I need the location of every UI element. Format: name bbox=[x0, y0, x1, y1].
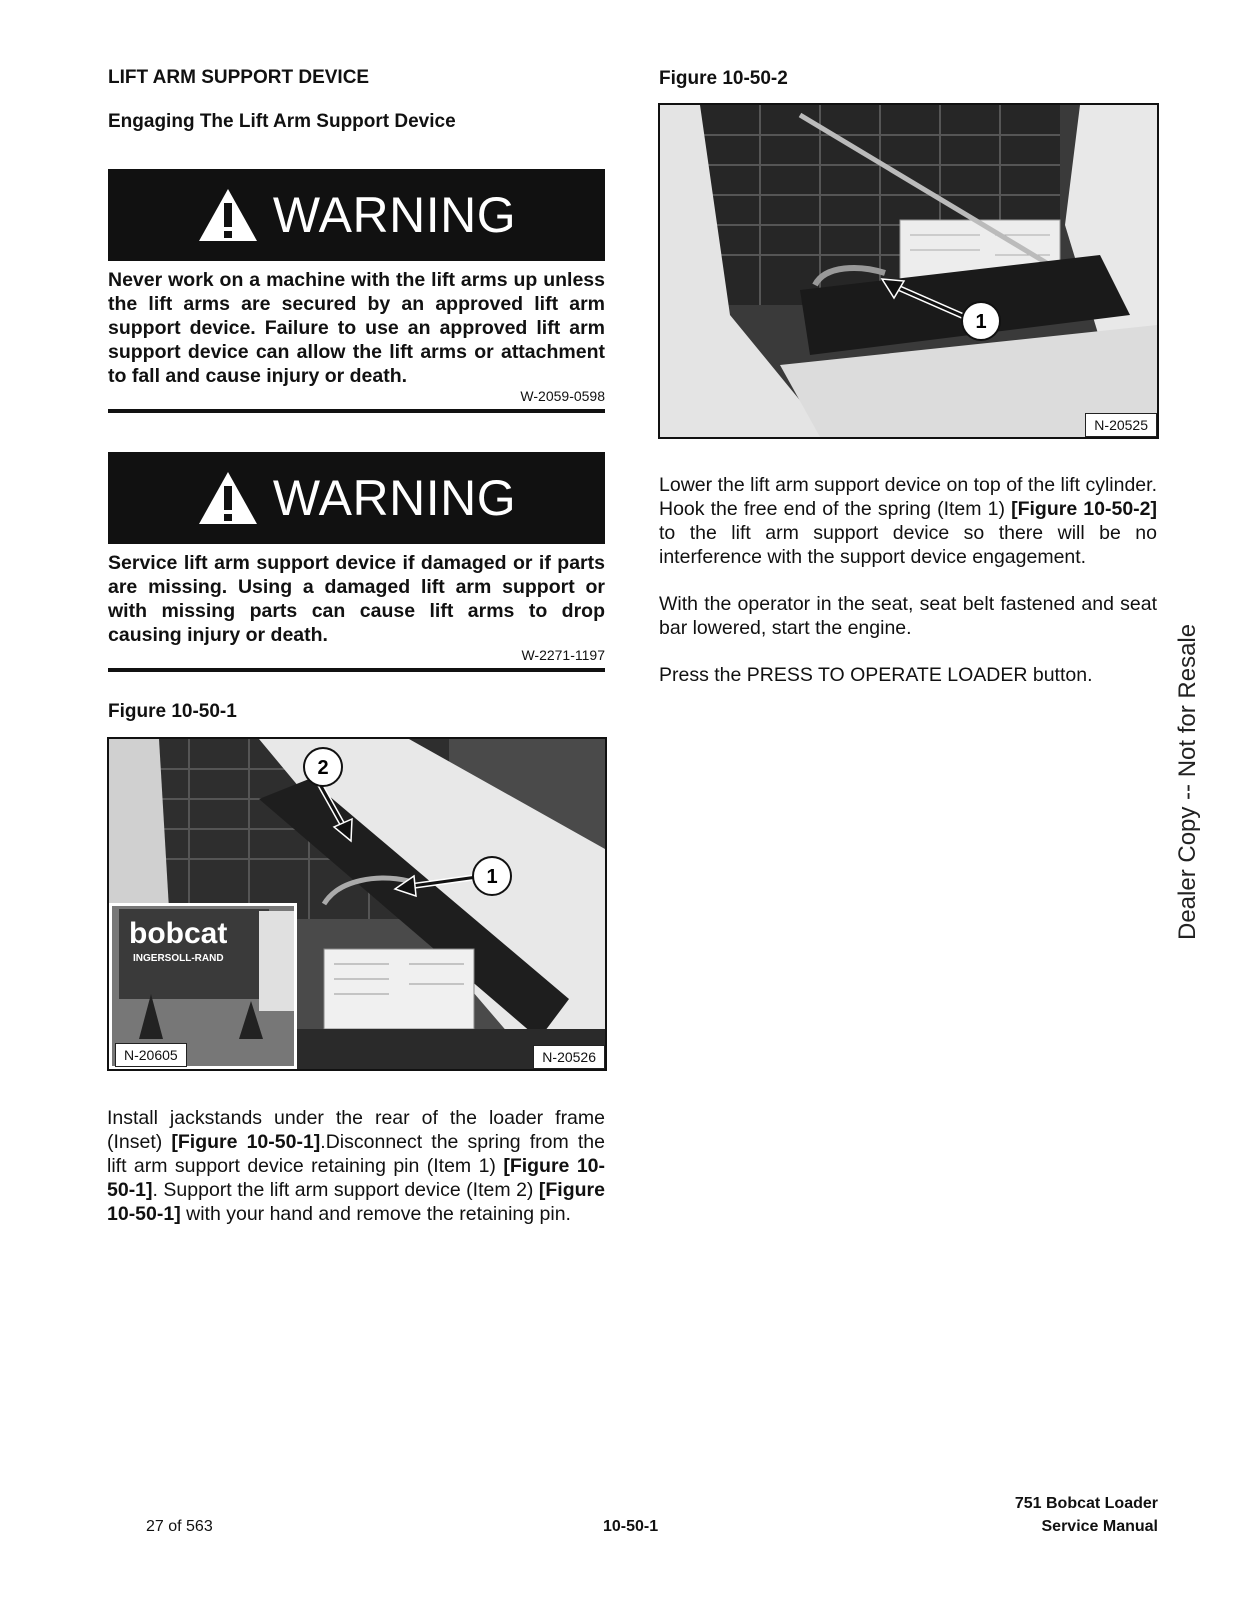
figure-reference: [Figure 10-50-1] bbox=[107, 1155, 605, 1201]
figure-1-inset-tag: N-20605 bbox=[115, 1043, 187, 1067]
warning-triangle-icon bbox=[197, 470, 259, 526]
right-paragraph-3: Press the PRESS TO OPERATE LOADER button. bbox=[659, 664, 1093, 686]
subsection-title: Engaging The Lift Arm Support Device bbox=[108, 111, 456, 132]
figure-1-main-tag: N-20526 bbox=[533, 1045, 605, 1069]
figure-reference: [Figure 10-50-2] bbox=[1011, 498, 1157, 520]
warning-triangle-icon bbox=[197, 187, 259, 243]
warning-word: WARNING bbox=[272, 187, 517, 243]
inset-brand-sub: INGERSOLL-RAND bbox=[133, 953, 224, 964]
right-paragraphs bbox=[659, 473, 1157, 710]
figure-reference: [Figure 10-50-1] bbox=[171, 1131, 321, 1153]
warning-banner-1 bbox=[108, 169, 605, 261]
left-paragraph bbox=[107, 1106, 605, 1226]
warning-word: WARNING bbox=[272, 470, 517, 526]
warning-text-1: Never work on a machine with the lift arms up unless the lift arms are secured by an approved lift arm support device. Failure to use an approved lift arm support device can allow the lift arms or attachment to fall and cause injury or death. bbox=[108, 269, 605, 387]
text-run: to the lift arm support device so there will be no interference with the support device engagement. bbox=[659, 522, 1157, 568]
callout-1-label: 1 bbox=[975, 311, 987, 333]
warning-code-2: W-2271-1197 bbox=[521, 647, 605, 663]
warning-rule-2 bbox=[108, 668, 605, 672]
right-paragraph-2: With the operator in the seat, seat belt fastened and seat bar lowered, start the engine. bbox=[659, 593, 1157, 639]
dealer-copy-watermark: Dealer Copy -- Not for Resale bbox=[1174, 623, 1201, 940]
manual-title-line-1: 751 Bobcat Loader bbox=[1014, 1495, 1158, 1512]
manual-title-line-2: Service Manual bbox=[1041, 1518, 1158, 1535]
figure-reference: [Figure 10-50-1] bbox=[107, 1179, 605, 1225]
text-run: .Disconnect the spring from the lift arm support device retaining pin (Item 1) bbox=[107, 1131, 605, 1177]
text-run: Lower the lift arm support device on top of the lift cylinder. Hook the free end of the spring (Item 1) bbox=[659, 474, 1157, 520]
figure-1-label: Figure 10-50-1 bbox=[108, 701, 237, 722]
text-run: with your hand and remove the retaining pin. bbox=[180, 1203, 571, 1225]
callout-2-label: 2 bbox=[317, 757, 329, 779]
figure-2-tag: N-20525 bbox=[1085, 413, 1157, 437]
warning-text-2: Service lift arm support device if damaged or if parts are missing. Using a damaged lift arm support or with missing parts can cause lift arms to drop causing injury or death. bbox=[108, 552, 605, 646]
page-count: 27 of 563 bbox=[146, 1518, 213, 1535]
figure-2-label: Figure 10-50-2 bbox=[659, 68, 788, 89]
inset-brand-logo: bobcat bbox=[129, 917, 228, 950]
text-run: Install jackstands under the rear of the loader frame (Inset) bbox=[107, 1107, 605, 1153]
text-run: . Support the lift arm support device (Item 2) bbox=[152, 1179, 539, 1201]
figure-2-photo bbox=[658, 103, 1159, 439]
warning-banner-2 bbox=[108, 452, 605, 544]
warning-rule-1 bbox=[108, 409, 605, 413]
right-paragraph-1 bbox=[659, 473, 1157, 569]
page-number: 10-50-1 bbox=[603, 1518, 659, 1535]
figure-1-photo bbox=[107, 737, 607, 1071]
callout-1-label: 1 bbox=[486, 866, 498, 888]
section-title: LIFT ARM SUPPORT DEVICE bbox=[108, 67, 370, 88]
warning-code-1: W-2059-0598 bbox=[520, 388, 605, 404]
